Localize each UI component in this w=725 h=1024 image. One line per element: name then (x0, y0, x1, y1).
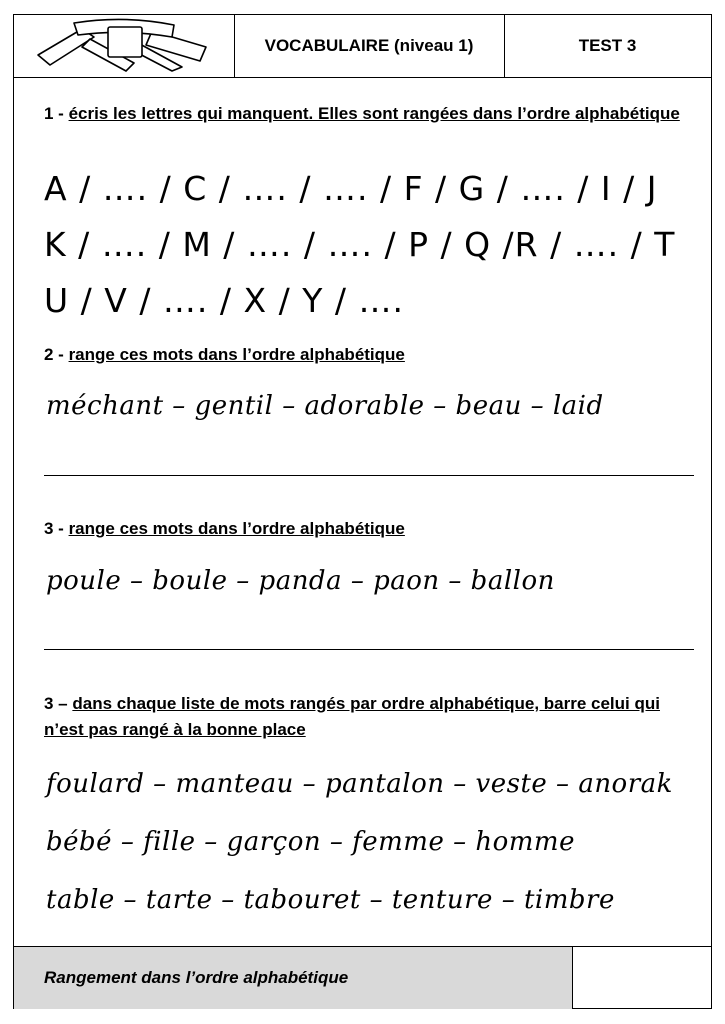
footer-topic-cell (14, 947, 573, 1009)
q1-letters-line-2: K / …. / M / …. / …. / P / Q /R / …. / T (44, 225, 676, 264)
q2-answer-line[interactable] (44, 475, 694, 476)
worksheet-frame (13, 14, 712, 1009)
test-number: TEST 3 (578, 36, 637, 55)
q4-number: 3 – (44, 694, 73, 713)
q3-title (44, 516, 684, 542)
q3-instruction: range ces mots dans l’ordre alphabétique (68, 519, 405, 538)
footer-table (14, 946, 711, 1009)
q1-letters-line-3: U / V / …. / X / Y / …. (44, 281, 404, 320)
footer-topic: Rangement dans l’ordre alphabétique (44, 968, 349, 987)
q1-title (44, 101, 684, 127)
q1-letters-line-1: A / …. / C / …. / …. / F / G / …. / I / J (44, 169, 658, 208)
q2-word-list: méchant – gentil – adorable – beau – laid (46, 391, 604, 421)
judo-belt-icon (34, 17, 214, 73)
q2-number: 2 - (44, 345, 69, 364)
score-cell[interactable] (572, 947, 711, 1009)
q4-instruction: dans chaque liste de mots rangés par ordre alphabétique, barre celui qui n’est pas rangé à la bonne place (44, 694, 660, 739)
q4-list-1[interactable]: foulard – manteau – pantalon – veste – anorak (46, 769, 673, 799)
q1-instruction: écris les lettres qui manquent. Elles sont rangées dans l’ordre alphabétique (68, 104, 680, 123)
q2-title (44, 342, 684, 368)
q3-number: 3 - (44, 519, 69, 538)
worksheet-title: VOCABULAIRE (niveau 1) (234, 15, 505, 77)
q4-title (44, 691, 684, 743)
logo-cell (14, 15, 235, 77)
q4-list-2[interactable]: bébé – fille – garçon – femme – homme (46, 827, 575, 857)
q3-word-list: poule – boule – panda – paon – ballon (46, 566, 555, 596)
q4-list-3[interactable]: table – tarte – tabouret – tenture – timbre (46, 885, 615, 915)
header-table (14, 15, 711, 78)
q3-answer-line[interactable] (44, 649, 694, 650)
q2-instruction: range ces mots dans l’ordre alphabétique (68, 345, 405, 364)
q1-number: 1 - (44, 104, 69, 123)
